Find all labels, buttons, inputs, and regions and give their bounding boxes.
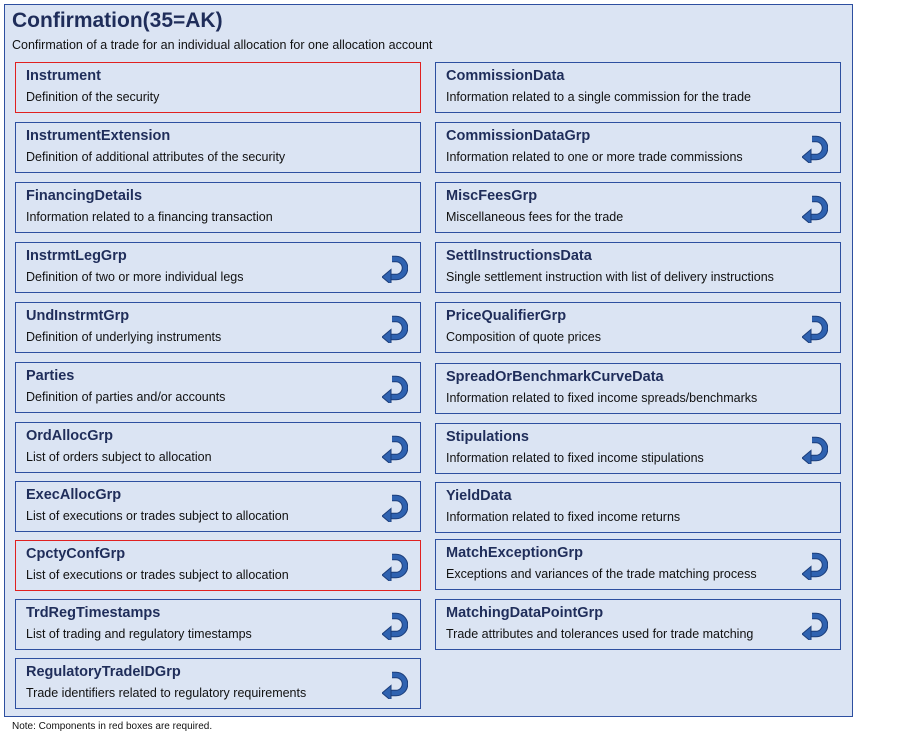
component-name: UndInstrmtGrp (26, 308, 130, 324)
component-parties (15, 362, 421, 413)
repeating-group-icon (382, 315, 408, 343)
component-stipulations (435, 423, 841, 474)
component-description: Information related to a single commission for the trade (446, 90, 752, 104)
component-description: Definition of underlying instruments (26, 330, 222, 344)
component-description: Single settlement instruction with list of delivery instructions (446, 270, 774, 284)
legend-note: Note: Components in red boxes are required. (12, 721, 213, 732)
message-title: Confirmation(35=AK) (12, 9, 223, 32)
component-settlinstructionsdata (435, 242, 841, 293)
component-name: SpreadOrBenchmarkCurveData (446, 369, 664, 385)
component-name: Instrument (26, 68, 101, 84)
component-name: PriceQualifierGrp (446, 308, 567, 324)
component-execallocgrp (15, 481, 421, 532)
component-undinstrmtgrp (15, 302, 421, 353)
component-pricequalifiergrp (435, 302, 841, 353)
message-container (4, 4, 853, 717)
component-name: CpctyConfGrp (26, 546, 126, 562)
repeating-group-icon (382, 255, 408, 283)
component-description: Information related to fixed income stipulations (446, 451, 704, 465)
component-description: Definition of parties and/or accounts (26, 390, 226, 404)
repeating-group-icon (802, 195, 828, 223)
component-name: InstrmtLegGrp (26, 248, 127, 264)
component-name: CommissionDataGrp (446, 128, 591, 144)
component-description: List of trading and regulatory timestamps (26, 627, 252, 641)
component-description: Exceptions and variances of the trade matching process (446, 567, 757, 581)
component-name: MatchingDataPointGrp (446, 605, 604, 621)
component-name: SettlInstructionsData (446, 248, 592, 264)
repeating-group-icon (382, 553, 408, 581)
component-commissiondatagrp (435, 122, 841, 173)
component-description: List of orders subject to allocation (26, 450, 212, 464)
component-instrumentextension (15, 122, 421, 173)
repeating-group-icon (802, 315, 828, 343)
component-description: Miscellaneous fees for the trade (446, 210, 624, 224)
component-name: TrdRegTimestamps (26, 605, 161, 621)
component-cpctyconfgrp (15, 540, 421, 591)
component-miscfeesgrp (435, 182, 841, 233)
component-commissiondata (435, 62, 841, 113)
component-description: Information related to a financing transaction (26, 210, 273, 224)
component-name: FinancingDetails (26, 188, 143, 204)
component-name: OrdAllocGrp (26, 428, 114, 444)
component-matchexceptiongrp (435, 539, 841, 590)
component-description: Information related to one or more trade commissions (446, 150, 743, 164)
component-matchingdatapointgrp (435, 599, 841, 650)
component-name: MiscFeesGrp (446, 188, 538, 204)
repeating-group-icon (382, 494, 408, 522)
repeating-group-icon (382, 671, 408, 699)
repeating-group-icon (802, 135, 828, 163)
component-regulatorytradeidgrp (15, 658, 421, 709)
component-trdregtimestamps (15, 599, 421, 650)
component-description: Definition of two or more individual legs (26, 270, 244, 284)
component-description: Definition of additional attributes of the security (26, 150, 286, 164)
component-description: Trade identifiers related to regulatory requirements (26, 686, 307, 700)
repeating-group-icon (802, 436, 828, 464)
component-description: List of executions or trades subject to allocation (26, 568, 289, 582)
component-instrument (15, 62, 421, 113)
component-name: ExecAllocGrp (26, 487, 122, 503)
component-name: Parties (26, 368, 75, 384)
repeating-group-icon (382, 612, 408, 640)
component-description: Composition of quote prices (446, 330, 601, 344)
repeating-group-icon (382, 375, 408, 403)
component-description: Trade attributes and tolerances used for trade matching (446, 627, 754, 641)
component-description: List of executions or trades subject to allocation (26, 509, 289, 523)
component-name: Stipulations (446, 429, 529, 445)
repeating-group-icon (802, 612, 828, 640)
component-name: RegulatoryTradeIDGrp (26, 664, 181, 680)
component-description: Information related to fixed income spreads/benchmarks (446, 391, 758, 405)
component-name: CommissionData (446, 68, 565, 84)
component-instrmtleggrp (15, 242, 421, 293)
component-yielddata (435, 482, 841, 533)
repeating-group-icon (382, 435, 408, 463)
component-spreadorbenchmarkcurvedata (435, 363, 841, 414)
component-ordallocgrp (15, 422, 421, 473)
component-name: InstrumentExtension (26, 128, 171, 144)
component-description: Definition of the security (26, 90, 160, 104)
message-subtitle: Confirmation of a trade for an individual allocation for one allocation account (12, 38, 433, 52)
component-description: Information related to fixed income returns (446, 510, 681, 524)
component-financingdetails (15, 182, 421, 233)
component-name: MatchExceptionGrp (446, 545, 583, 561)
component-name: YieldData (446, 488, 512, 504)
repeating-group-icon (802, 552, 828, 580)
